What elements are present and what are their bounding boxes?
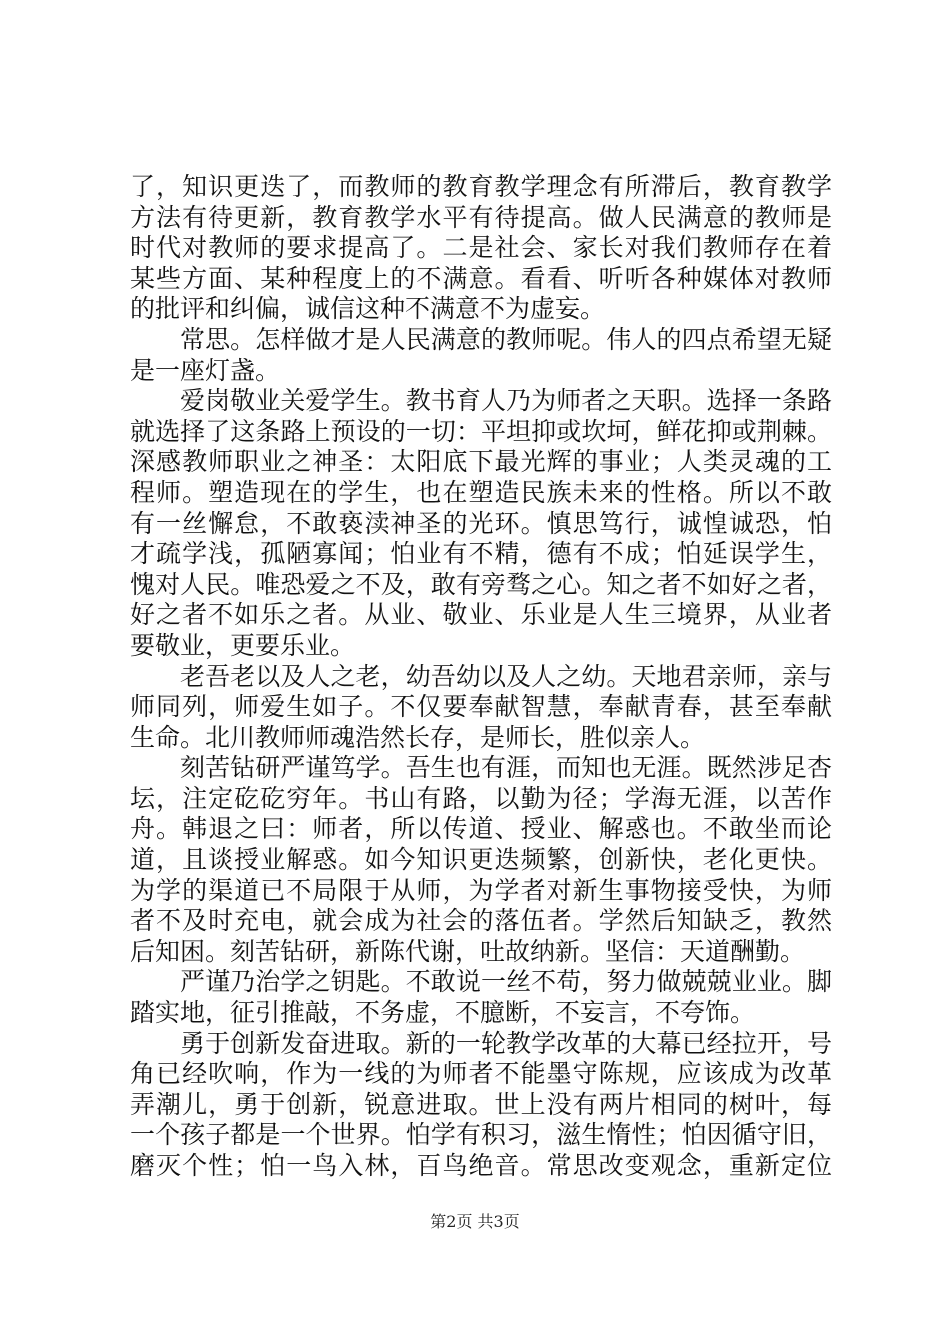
paragraph — [130, 172, 832, 325]
text-line: 严谨乃治学之钥匙。不敢说一丝不苟，努力做兢兢业业。脚 — [180, 967, 832, 997]
text-line: 愧对人民。唯恐爱之不及，敢有旁骛之心。知之者不如好之者， — [130, 569, 832, 599]
text-line: 生命。北川教师师魂浩然长存，是师长，胜似亲人。 — [130, 722, 706, 752]
text-line: 好之者不如乐之者。从业、敬业、乐业是人生三境界，从业者 — [130, 600, 832, 630]
text-line: 的批评和纠偏，诚信这种不满意不为虚妄。 — [130, 294, 606, 324]
text-line: 角已经吹响，作为一线的为师者不能墨守陈规，应该成为改革 — [130, 1059, 832, 1089]
text-line: 刻苦钻研严谨笃学。吾生也有涯，而知也无涯。既然涉足杏 — [180, 753, 832, 783]
text-line: 舟。韩退之曰：师者，所以传道、授业、解惑也。不敢坐而论 — [130, 814, 832, 844]
text-line: 弄潮儿，勇于创新，锐意进取。世上没有两片相同的树叶，每 — [130, 1089, 832, 1119]
text-line: 了，知识更迭了，而教师的教育教学理念有所滞后，教育教学 — [130, 172, 832, 201]
paragraph — [130, 662, 832, 754]
paragraph — [130, 386, 832, 661]
text-line: 爱岗敬业关爱学生。教书育人乃为师者之天职。选择一条路 — [180, 386, 832, 416]
paragraph — [130, 967, 832, 1028]
text-line: 勇于创新发奋进取。新的一轮教学改革的大幕已经拉开，号 — [180, 1028, 832, 1058]
text-line: 后知困。刻苦钻研，新陈代谢，吐故纳新。坚信：天道酬勤。 — [130, 936, 806, 966]
paragraph — [130, 325, 832, 386]
text-line: 踏实地，征引推敲，不务虚，不臆断，不妄言，不夸饰。 — [130, 998, 756, 1028]
text-line: 有一丝懈怠，不敢亵渎神圣的光环。慎思笃行，诚惶诚恐，怕 — [130, 508, 832, 538]
text-line: 方法有待更新，教育教学水平有待提高。做人民满意的教师是 — [130, 202, 832, 232]
text-line: 程师。塑造现在的学生，也在塑造民族未来的性格。所以不敢 — [130, 477, 832, 507]
text-line: 道，且谈授业解惑。如今知识更迭频繁，创新快，老化更快。 — [130, 845, 832, 875]
text-line: 时代对教师的要求提高了。二是社会、家长对我们教师存在着 — [130, 233, 832, 263]
text-line: 为学的渠道已不局限于从师，为学者对新生事物接受快，为师 — [130, 875, 832, 905]
paragraph — [130, 753, 832, 967]
page-number-footer: 第2页 共3页 — [430, 1212, 520, 1231]
text-line: 师同列，师爱生如子。不仅要奉献智慧，奉献青春，甚至奉献 — [130, 692, 832, 722]
text-line: 一个孩子都是一个世界。怕学有积习，滋生惰性；怕因循守旧， — [130, 1120, 832, 1150]
text-line: 老吾老以及人之老，幼吾幼以及人之幼。天地君亲师，亲与 — [180, 661, 832, 691]
text-line: 坛，注定矻矻穷年。书山有路，以勤为径；学海无涯，以苦作 — [130, 783, 832, 813]
text-line: 者不及时充电，就会成为社会的落伍者。学然后知缺乏，教然 — [130, 906, 832, 936]
text-line: 是一座灯盏。 — [130, 355, 281, 385]
text-line: 某些方面、某种程度上的不满意。看看、听听各种媒体对教师 — [130, 263, 832, 293]
document-body — [130, 172, 832, 1182]
text-line: 深感教师职业之神圣：太阳底下最光辉的事业；人类灵魂的工 — [130, 447, 832, 477]
text-line: 就选择了这条路上预设的一切：平坦抑或坎坷，鲜花抑或荆棘。 — [130, 416, 832, 446]
text-line: 常思。怎样做才是人民满意的教师呢。伟人的四点希望无疑 — [180, 324, 832, 354]
paragraph — [130, 1029, 832, 1182]
text-line: 磨灭个性；怕一鸟入林，百鸟绝音。常思改变观念，重新定位 — [130, 1151, 832, 1180]
text-line: 要敬业，更要乐业。 — [130, 630, 356, 660]
text-line: 才疏学浅，孤陋寡闻；怕业有不精，德有不成；怕延误学生， — [130, 539, 832, 569]
